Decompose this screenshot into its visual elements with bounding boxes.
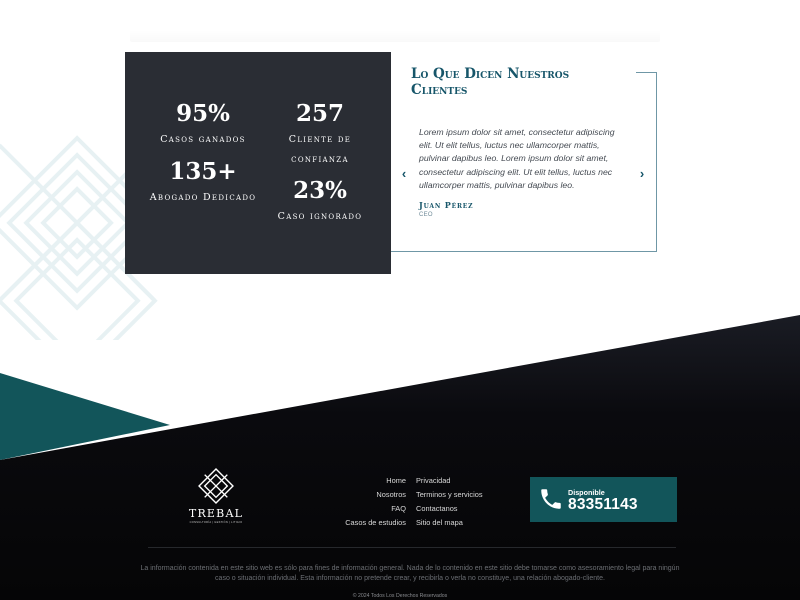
trebal-logo[interactable] <box>185 467 247 531</box>
chevron-right-icon[interactable]: › <box>639 166 645 181</box>
footer-link-nosotros[interactable]: Nosotros <box>376 490 406 499</box>
footer-link-contactanos[interactable]: Contactanos <box>416 504 458 513</box>
footer-disclaimer: La información contenida en este sitio web es sólo para fines de información general. Nada de lo contenido en este sitio debe tomarse como asesoramiento legal para ningún caso o situación individual. Esta información no pretende crear, y recibirla o verla no constituye, una relación abogado-cliente. <box>140 565 680 582</box>
phone-cta[interactable] <box>530 477 677 522</box>
footer-link-faq[interactable]: FAQ <box>391 504 406 513</box>
stat-trusted-clients <box>265 100 375 170</box>
phone-number: 83351143 <box>568 496 638 513</box>
logo-mark-icon <box>197 467 235 505</box>
stat-number: 95% <box>176 100 230 127</box>
footer-divider <box>148 547 676 548</box>
footer-nav-left <box>330 474 406 530</box>
stats-panel <box>125 52 391 274</box>
stat-label: Caso ignorado <box>277 211 363 222</box>
phone-label: Disponible <box>568 488 605 497</box>
stat-label: Cliente de confianza <box>288 134 352 165</box>
footer-link-sitemap[interactable]: Sitio del mapa <box>416 518 463 527</box>
logo-subtitle: CONSULTORÍA | GESTIÓN | LITIGIO <box>189 521 243 524</box>
stat-number: 135+ <box>169 158 237 185</box>
testimonial-frame-top <box>636 72 657 73</box>
testimonial-heading: Lo Que Dicen Nuestros Clientes <box>411 66 570 98</box>
logo-name: TREBAL <box>188 507 244 520</box>
stat-number: 257 <box>295 100 344 127</box>
phone-icon <box>538 486 564 512</box>
footer-link-privacidad[interactable]: Privacidad <box>416 476 451 485</box>
stat-dedicated-lawyers <box>143 158 263 208</box>
testimonial-author: Juan Pérez <box>419 200 474 210</box>
stat-ignored-cases <box>265 177 375 227</box>
stat-label: Casos ganados <box>160 134 246 145</box>
footer-link-home[interactable]: Home <box>386 476 406 485</box>
stat-cases-won <box>143 100 263 150</box>
chevron-left-icon[interactable]: ‹ <box>401 166 407 181</box>
footer-copyright: © 2024 Todos Los Derechos Reservados <box>352 593 448 599</box>
testimonial-role: CEO <box>419 212 433 218</box>
stat-label: Abogado Dedicado <box>149 192 257 203</box>
footer <box>0 440 800 600</box>
stat-number: 23% <box>293 177 347 204</box>
footer-nav-right <box>416 474 516 530</box>
testimonial-section <box>391 52 673 274</box>
testimonial-quote: Lorem ipsum dolor sit amet, consectetur adipiscing elit. Ut elit tellus, luctus nec ullamcorper mattis, pulvinar dapibus leo. Lorem ipsum dolor sit amet, consectetur adipiscing elit. Ut elit tellus, luctus nec ullamcorper mattis, pulvinar dapibus leo. <box>419 127 615 190</box>
footer-link-casos[interactable]: Casos de estudios <box>345 518 406 527</box>
footer-link-terminos[interactable]: Terminos y servicios <box>416 490 483 499</box>
